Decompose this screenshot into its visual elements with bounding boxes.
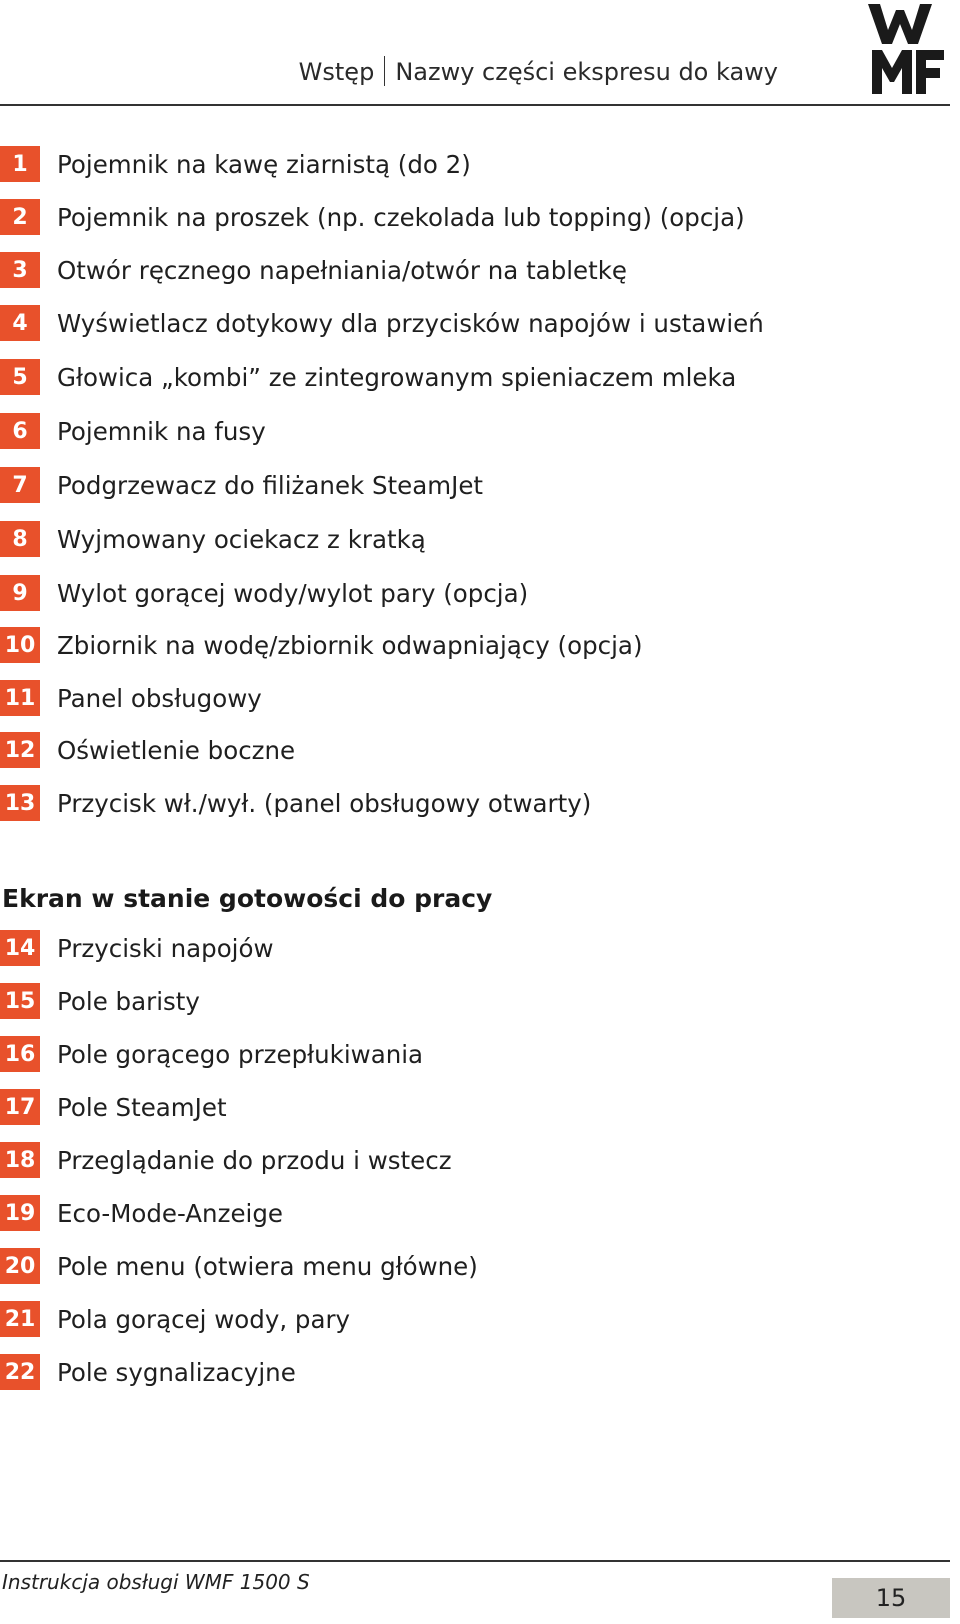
list-item <box>0 680 262 716</box>
item-number-badge: 9 <box>0 575 40 611</box>
item-number-badge: 22 <box>0 1354 40 1390</box>
item-number-badge: 2 <box>0 199 40 235</box>
item-number-badge: 20 <box>0 1248 40 1284</box>
header-divider <box>384 56 385 86</box>
item-label: Przyciski napojów <box>57 933 274 963</box>
wmf-logo <box>868 4 946 96</box>
item-number-badge: 10 <box>0 627 40 663</box>
header-rule <box>0 104 950 106</box>
item-number-badge: 17 <box>0 1089 40 1125</box>
item-number-badge: 13 <box>0 785 40 821</box>
item-label: Głowica „kombi” ze zintegrowanym spieniaczem mleka <box>57 362 737 392</box>
page-header <box>299 56 778 86</box>
list-item <box>0 930 274 966</box>
list-item <box>0 575 528 611</box>
page-number: 15 <box>832 1578 950 1618</box>
list-item <box>0 146 471 182</box>
item-number-badge: 16 <box>0 1036 40 1072</box>
item-label: Panel obsługowy <box>57 683 262 713</box>
item-number-badge: 1 <box>0 146 40 182</box>
header-section: Wstęp <box>298 58 375 86</box>
list-item <box>0 983 200 1019</box>
list-item <box>0 305 764 341</box>
list-item <box>0 413 266 449</box>
item-label: Pojemnik na kawę ziarnistą (do 2) <box>57 149 471 179</box>
item-label: Wyjmowany ociekacz z kratką <box>57 524 426 554</box>
item-label: Otwór ręcznego napełniania/otwór na tabletkę <box>57 255 627 285</box>
item-number-badge: 21 <box>0 1301 40 1337</box>
item-number-badge: 3 <box>0 252 40 288</box>
list-item <box>0 359 736 395</box>
item-label: Pole sygnalizacyjne <box>57 1357 296 1387</box>
list-item <box>0 252 627 288</box>
list-item <box>0 467 483 503</box>
item-number-badge: 7 <box>0 467 40 503</box>
item-label: Zbiornik na wodę/zbiornik odwapniający (opcja) <box>57 630 643 660</box>
item-label: Przycisk wł./wył. (panel obsługowy otwarty) <box>57 788 592 818</box>
item-number-badge: 12 <box>0 732 40 768</box>
footer-manual-title: Instrukcja obsługi WMF 1500 S <box>2 1570 310 1594</box>
item-number-badge: 11 <box>0 680 40 716</box>
item-label: Pojemnik na fusy <box>57 416 266 446</box>
item-label: Wyświetlacz dotykowy dla przycisków napojów i ustawień <box>57 308 764 338</box>
item-number-badge: 5 <box>0 359 40 395</box>
item-label: Przeglądanie do przodu i wstecz <box>57 1145 452 1175</box>
item-number-badge: 15 <box>0 983 40 1019</box>
list-item <box>0 785 591 821</box>
item-number-badge: 6 <box>0 413 40 449</box>
item-label: Pole gorącego przepłukiwania <box>57 1039 424 1069</box>
item-label: Pole menu (otwiera menu główne) <box>57 1251 478 1281</box>
item-label: Oświetlenie boczne <box>57 735 296 765</box>
item-number-badge: 18 <box>0 1142 40 1178</box>
list-item <box>0 1142 452 1178</box>
item-number-badge: 4 <box>0 305 40 341</box>
list-item <box>0 627 643 663</box>
list-item <box>0 1248 478 1284</box>
item-label: Eco-Mode-Anzeige <box>57 1198 283 1228</box>
item-label: Pola gorącej wody, pary <box>57 1304 351 1334</box>
footer-rule <box>0 1560 950 1562</box>
item-label: Podgrzewacz do filiżanek SteamJet <box>57 470 484 500</box>
list-item <box>0 1195 283 1231</box>
list-item <box>0 199 745 235</box>
list-item <box>0 1089 227 1125</box>
item-number-badge: 8 <box>0 521 40 557</box>
item-label: Pole baristy <box>57 986 200 1016</box>
section-title: Ekran w stanie gotowości do pracy <box>2 884 493 913</box>
header-title: Nazwy części ekspresu do kawy <box>395 58 778 86</box>
item-number-badge: 19 <box>0 1195 40 1231</box>
item-number-badge: 14 <box>0 930 40 966</box>
list-item <box>0 1036 423 1072</box>
list-item <box>0 1354 296 1390</box>
list-item <box>0 732 295 768</box>
list-item <box>0 521 426 557</box>
item-label: Pole SteamJet <box>57 1092 227 1122</box>
item-label: Wylot gorącej wody/wylot pary (opcja) <box>57 578 529 608</box>
item-label: Pojemnik na proszek (np. czekolada lub topping) (opcja) <box>57 202 745 232</box>
list-item <box>0 1301 350 1337</box>
